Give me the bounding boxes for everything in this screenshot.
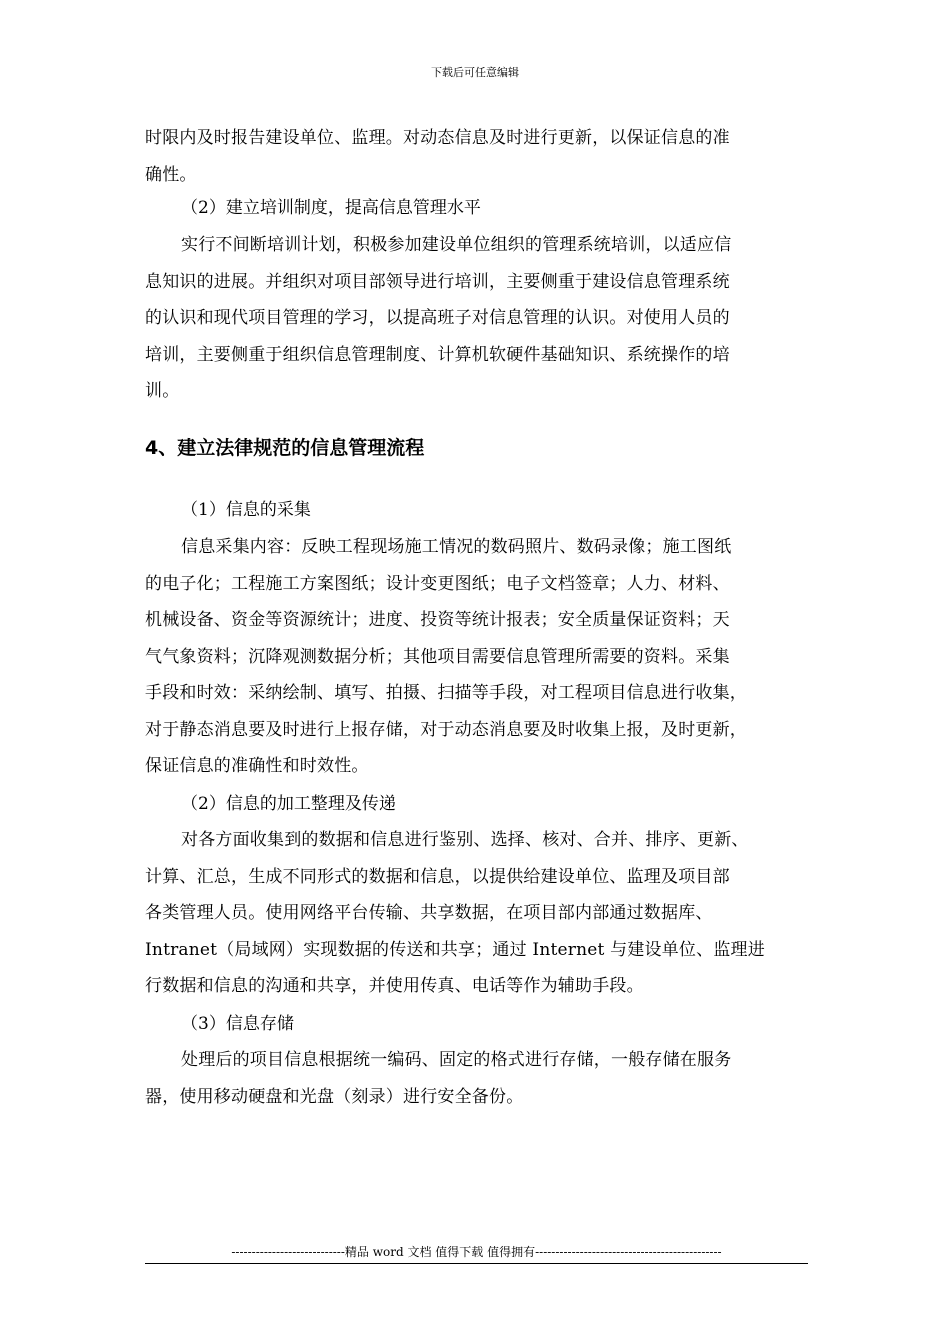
subheading-info-storage: （3）信息存储 (181, 1014, 294, 1034)
text-line: 保证信息的准确性和时效性。 (145, 756, 369, 776)
page-footer-text: ----------------------------精品 word 文档 值得下载 值得拥有---------------------------------------------- (231, 1245, 722, 1259)
text-line: 信息采集内容：反映工程现场施工情况的数码照片、数码录像；施工图纸 (181, 537, 732, 557)
subheading-info-processing: （2）信息的加工整理及传递 (181, 794, 396, 814)
footer-divider (145, 1263, 808, 1264)
paragraph-info-storage (145, 1042, 807, 1115)
paragraph-training (145, 227, 807, 410)
text-line: 确性。 (145, 164, 197, 185)
text-line: 计算、汇总，生成不同形式的数据和信息，以提供给建设单位、监理及项目部 (145, 866, 730, 887)
paragraph-info-update (145, 120, 807, 193)
text-line: 训。 (145, 381, 180, 401)
subheading-info-collection: （1）信息的采集 (181, 500, 311, 520)
text-line: 行数据和信息的沟通和共享，并使用传真、电话等作为辅助手段。 (145, 976, 644, 996)
text-line: 的电子化；工程施工方案图纸；设计变更图纸；电子文档签章；人力、材料、 (145, 573, 730, 594)
text-line: 时限内及时报告建设单位、监理。对动态信息及时进行更新，以保证信息的准 (145, 128, 730, 148)
text-line: 息知识的进展。并组织对项目部领导进行培训，主要侧重于建设信息管理系统 (145, 271, 730, 292)
paragraph-info-collection (145, 529, 807, 785)
text-line: 各类管理人员。使用网络平台传输、共享数据，在项目部内部通过数据库、 (145, 903, 713, 923)
text-line: 机械设备、资金等资源统计；进度、投资等统计报表；安全质量保证资料；天 (145, 610, 730, 630)
text-line: 器，使用移动硬盘和光盘（刻录）进行安全备份。 (145, 1086, 524, 1107)
page-header-note: 下载后可任意编辑 (431, 66, 519, 79)
text-line: 培训，主要侧重于组织信息管理制度、计算机软硬件基础知识、系统操作的培 (145, 344, 730, 365)
text-line: 对各方面收集到的数据和信息进行鉴别、选择、核对、合并、排序、更新、 (181, 830, 749, 850)
text-line: Intranet（局域网）实现数据的传送和共享；通过 Internet 与建设单位、监理进 (145, 939, 765, 960)
text-line: 对于静态消息要及时进行上报存储，对于动态消息要及时收集上报，及时更新， (145, 719, 747, 740)
text-line: 手段和时效：采纳绘制、填写、拍摄、扫描等手段，对工程项目信息进行收集， (145, 683, 747, 703)
text-line: 气气象资料；沉降观测数据分析；其他项目需要信息管理所需要的资料。采集 (145, 646, 730, 667)
section-title-4: 4、建立法律规范的信息管理流程 (145, 437, 425, 459)
text-line: 处理后的项目信息根据统一编码、固定的格式进行存储，一般存储在服务 (181, 1050, 732, 1070)
text-line: 的认识和现代项目管理的学习，以提高班子对信息管理的认识。对使用人员的 (145, 308, 730, 328)
subheading-training-system: （2）建立培训制度，提高信息管理水平 (181, 198, 481, 218)
text-line: 实行不间断培训计划，积极参加建设单位组织的管理系统培训，以适应信 (181, 235, 732, 255)
paragraph-info-processing (145, 822, 807, 1005)
